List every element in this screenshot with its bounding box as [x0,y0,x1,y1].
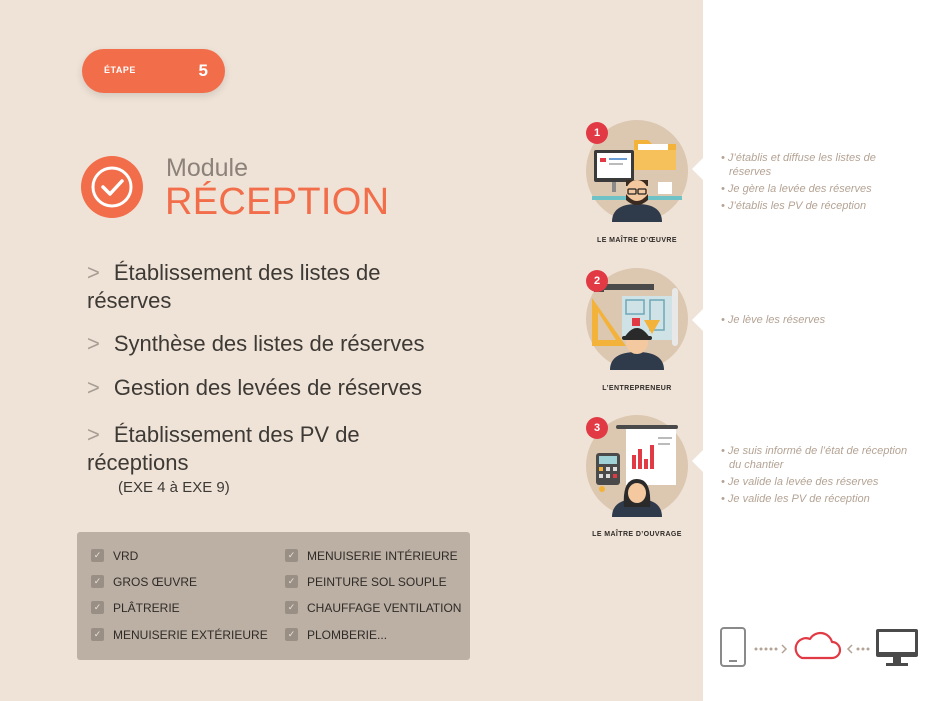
check-icon [81,156,143,218]
trade-label: GROS ŒUVRE [113,575,198,589]
role-number-badge: 1 [586,122,608,144]
role-actions [721,152,921,217]
trade-label: PLÂTRERIE [113,601,180,615]
module-title: RÉCEPTION [165,181,390,223]
tablet-icon [721,628,745,666]
monitor-icon [876,629,918,666]
trade-label: PEINTURE SOL SOUPLE [307,575,447,589]
action-item: • J’établis les PV de réception [721,200,921,214]
action-item: • Je gère la levée des réserves [721,183,921,197]
trade-label: MENUISERIE EXTÉRIEURE [113,628,268,642]
trade-item [91,548,138,564]
trade-item [91,600,180,616]
task-arrow: > [87,375,100,400]
checkbox-icon: ✓ [285,628,298,641]
task-label: Établissement des listes de réserves [87,260,381,313]
trade-label: VRD [113,549,139,563]
dots-arrow-right-icon [755,645,787,653]
action-item: • Je suis informé de l’état de réception du chantier [721,445,921,472]
step-pill [82,49,225,93]
task-arrow: > [87,331,100,356]
checkbox-icon: ✓ [285,601,298,614]
task-arrow: > [87,260,100,285]
task-label: Synthèse des listes de réserves [113,331,425,356]
step-number: 5 [198,61,208,80]
action-item: • Je lève les réserves [721,314,921,328]
task-label: Gestion des levées de réserves [113,375,423,400]
trade-label: CHAUFFAGE VENTILATION [307,601,462,615]
cloud-icon [796,633,840,658]
role-number-badge: 2 [586,270,608,292]
task-item [87,259,447,315]
trades-box [77,532,470,660]
trade-item [285,600,461,616]
trade-item [91,627,268,643]
trade-item [285,574,447,590]
task-note: (EXE 4 à EXE 9) [118,479,230,496]
trade-label: PLOMBERIE... [307,628,388,642]
dots-arrow-left-icon [848,645,870,653]
checkbox-icon: ✓ [91,628,104,641]
task-item [87,374,447,402]
action-item: • Je valide la levée des réserves [721,476,921,490]
role-number-badge: 3 [586,417,608,439]
right-panel [703,0,934,701]
task-arrow: > [87,422,100,447]
action-item: • Je valide les PV de réception [721,493,921,507]
task-item [87,330,447,358]
action-item: • J’établis et diffuse les listes de réserves [721,152,921,179]
role-caption: L’ENTREPRENEUR [602,385,672,392]
role-actions [721,314,921,331]
role-caption: LE MAÎTRE D’OUVRAGE [592,531,682,538]
checkbox-icon: ✓ [285,549,298,562]
trade-item [285,627,387,643]
trade-label: MENUISERIE INTÉRIEURE [307,549,458,563]
task-item [87,421,417,477]
role-caption: LE MAÎTRE D’ŒUVRE [597,237,677,244]
task-label: Établissement des PV de réceptions [87,422,360,475]
checkbox-icon: ✓ [91,549,104,562]
trade-item [91,574,197,590]
role-actions [721,445,921,510]
checkbox-icon: ✓ [285,575,298,588]
module-label: Module [166,154,248,182]
checkbox-icon: ✓ [91,601,104,614]
trade-item [285,548,458,564]
step-label: ÉTAPE [104,65,136,75]
checkbox-icon: ✓ [91,575,104,588]
